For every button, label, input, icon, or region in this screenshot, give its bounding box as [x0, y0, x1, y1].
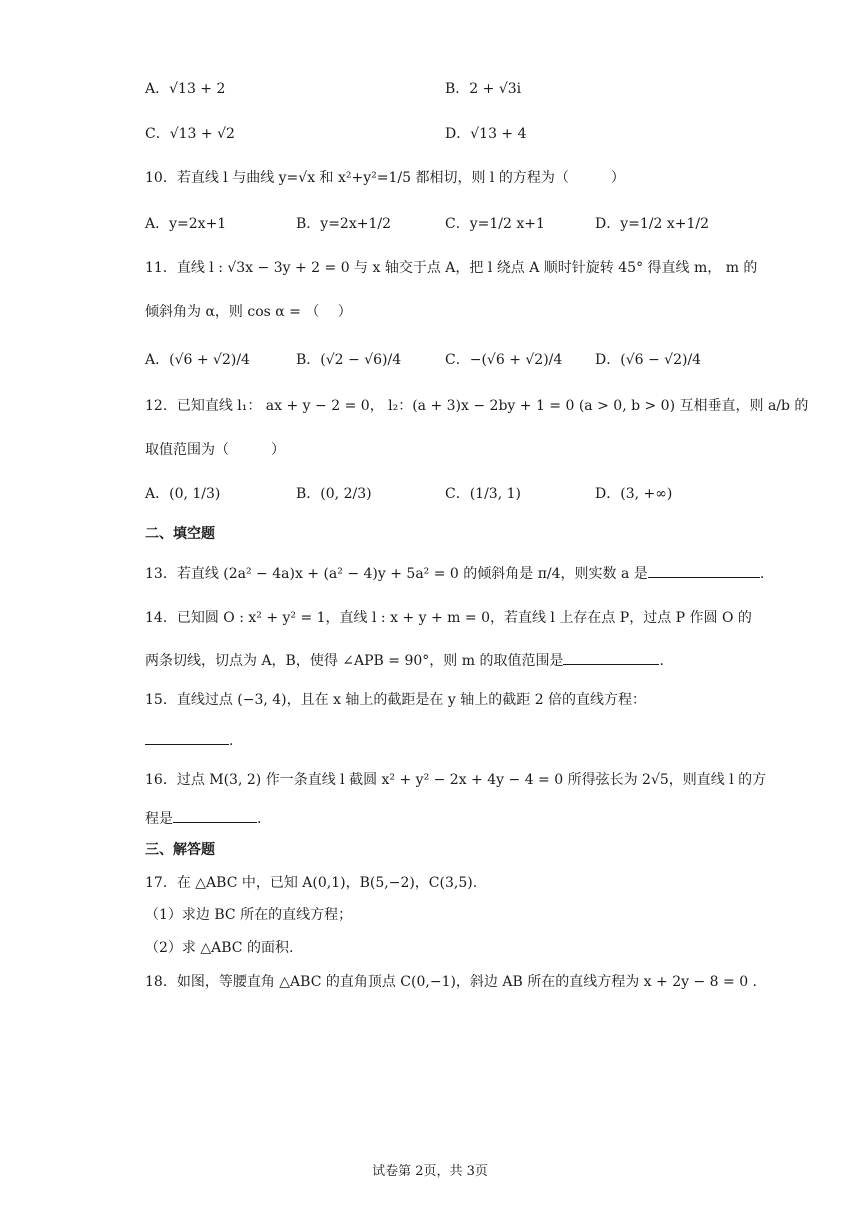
option-text: √13 + 2 [169, 81, 226, 97]
option-text: √13 + 4 [470, 126, 527, 142]
q12-stem-line1: 12．已知直线 l₁： ax + y − 2 = 0， l₂：(a + 3)x − 2by + 1 = 0 (a > 0, b > 0) 互相垂直，则 a/b 的 [145, 398, 809, 414]
option-label: C． [445, 486, 470, 502]
q10-stem: 10．若直线 l 与曲线 y=√x 和 x²+y²=1/5 都相切，则 l 的方程为（ ） [145, 170, 625, 186]
q12-option-a [145, 484, 220, 504]
q16-line2: 程是 . [145, 808, 261, 829]
option-text: y=2x+1/2 [320, 216, 392, 232]
option-text: y=2x+1 [169, 216, 227, 232]
q9-option-c [145, 124, 235, 144]
option-label: A． [145, 352, 170, 368]
q18-stem: 18．如图，等腰直角 △ABC 的直角顶点 C(0,−1)，斜边 AB 所在的直线方程为 x + 2y − 8 = 0 . [145, 974, 757, 990]
q14-text: 两条切线，切点为 A，B，使得 ∠APB = 90°，则 m 的取值范围是 [145, 653, 564, 669]
answer-blank[interactable] [648, 563, 760, 578]
option-label: D． [595, 486, 621, 502]
section-title-answer: 三、解答题 [145, 842, 215, 858]
q9-option-b [445, 79, 521, 99]
option-label: A． [145, 216, 170, 232]
q11-option-c [445, 350, 562, 370]
option-text: (1/3, 1) [469, 486, 521, 502]
option-label: A． [145, 486, 170, 502]
q12-stem-line2: 取值范围为（ ） [145, 442, 285, 458]
q16-text: 程是 [145, 811, 173, 827]
q10-option-b [296, 214, 391, 234]
q9-option-d [445, 124, 527, 144]
option-text: 2 + √3i [469, 81, 522, 97]
option-label: D． [595, 352, 621, 368]
q10-option-c [445, 214, 545, 234]
option-label: C． [445, 216, 470, 232]
option-label: B． [296, 352, 321, 368]
option-label: D． [595, 216, 621, 232]
option-label: C． [145, 126, 170, 142]
q11-stem-line2: 倾斜角为 α，则 cos α = （ ） [145, 304, 352, 320]
q13-text: 13．若直线 (2a² − 4a)x + (a² − 4)y + 5a² = 0 的倾斜角是 π/4，则实数 a 是 [145, 566, 648, 582]
q17-part1: （1）求边 BC 所在的直线方程； [145, 907, 353, 923]
option-label: C． [445, 352, 470, 368]
option-label: A． [145, 81, 170, 97]
q11-option-b [296, 350, 401, 370]
q15-answer-line: . [145, 730, 233, 751]
option-text: (√2 − √6)/4 [320, 352, 402, 368]
q11-option-d [595, 350, 701, 370]
option-text: √13 + √2 [169, 126, 235, 142]
option-text: y=1/2 x+1/2 [620, 216, 710, 232]
q17-stem: 17．在 △ABC 中，已知 A(0,1)，B(5,−2)，C(3,5). [145, 875, 478, 891]
option-text: (3, +∞) [620, 486, 673, 502]
q15: 15．直线过点 (−3, 4)，且在 x 轴上的截距是在 y 轴上的截距 2 倍的直线方程： [145, 692, 647, 708]
option-label: B． [296, 486, 321, 502]
q14-line2: 两条切线，切点为 A，B，使得 ∠APB = 90°，则 m 的取值范围是 . [145, 650, 664, 671]
option-label: D． [445, 126, 471, 142]
page-footer: 试卷第 2页，共 3页 [372, 1164, 488, 1179]
option-text: (0, 2/3) [320, 486, 372, 502]
option-text: −(√6 + √2)/4 [469, 352, 563, 368]
option-text: y=1/2 x+1 [469, 216, 545, 232]
q10-option-d [595, 214, 709, 234]
q17-part2: （2）求 △ABC 的面积. [145, 940, 294, 956]
q11-option-a [145, 350, 250, 370]
q9-option-a [145, 79, 225, 99]
q12-option-c [445, 484, 521, 504]
section-title-fill: 二、填空题 [145, 526, 215, 542]
option-label: B． [445, 81, 470, 97]
q13: 13．若直线 (2a² − 4a)x + (a² − 4)y + 5a² = 0 的倾斜角是 π/4，则实数 a 是 . [145, 563, 764, 584]
q10-option-a [145, 214, 226, 234]
option-text: (0, 1/3) [169, 486, 221, 502]
q14-line1: 14．已知圆 O : x² + y² = 1，直线 l : x + y + m = 0，若直线 l 上存在点 P，过点 P 作圆 O 的 [145, 610, 752, 626]
answer-blank[interactable] [563, 650, 659, 665]
q16-line1: 16．过点 M(3, 2) 作一条直线 l 截圆 x² + y² − 2x + 4y − 4 = 0 所得弦长为 2√5，则直线 l 的方 [145, 772, 767, 788]
q11-stem-line1: 11．直线 l : √3x − 3y + 2 = 0 与 x 轴交于点 A，把 l 绕点 A 顺时针旋转 45° 得直线 m， m 的 [145, 260, 758, 276]
answer-blank[interactable] [173, 808, 257, 823]
option-label: B． [296, 216, 321, 232]
option-text: (√6 − √2)/4 [620, 352, 702, 368]
q12-option-d [595, 484, 672, 504]
q12-option-b [296, 484, 372, 504]
answer-blank[interactable] [145, 730, 229, 745]
option-text: (√6 + √2)/4 [169, 352, 250, 368]
